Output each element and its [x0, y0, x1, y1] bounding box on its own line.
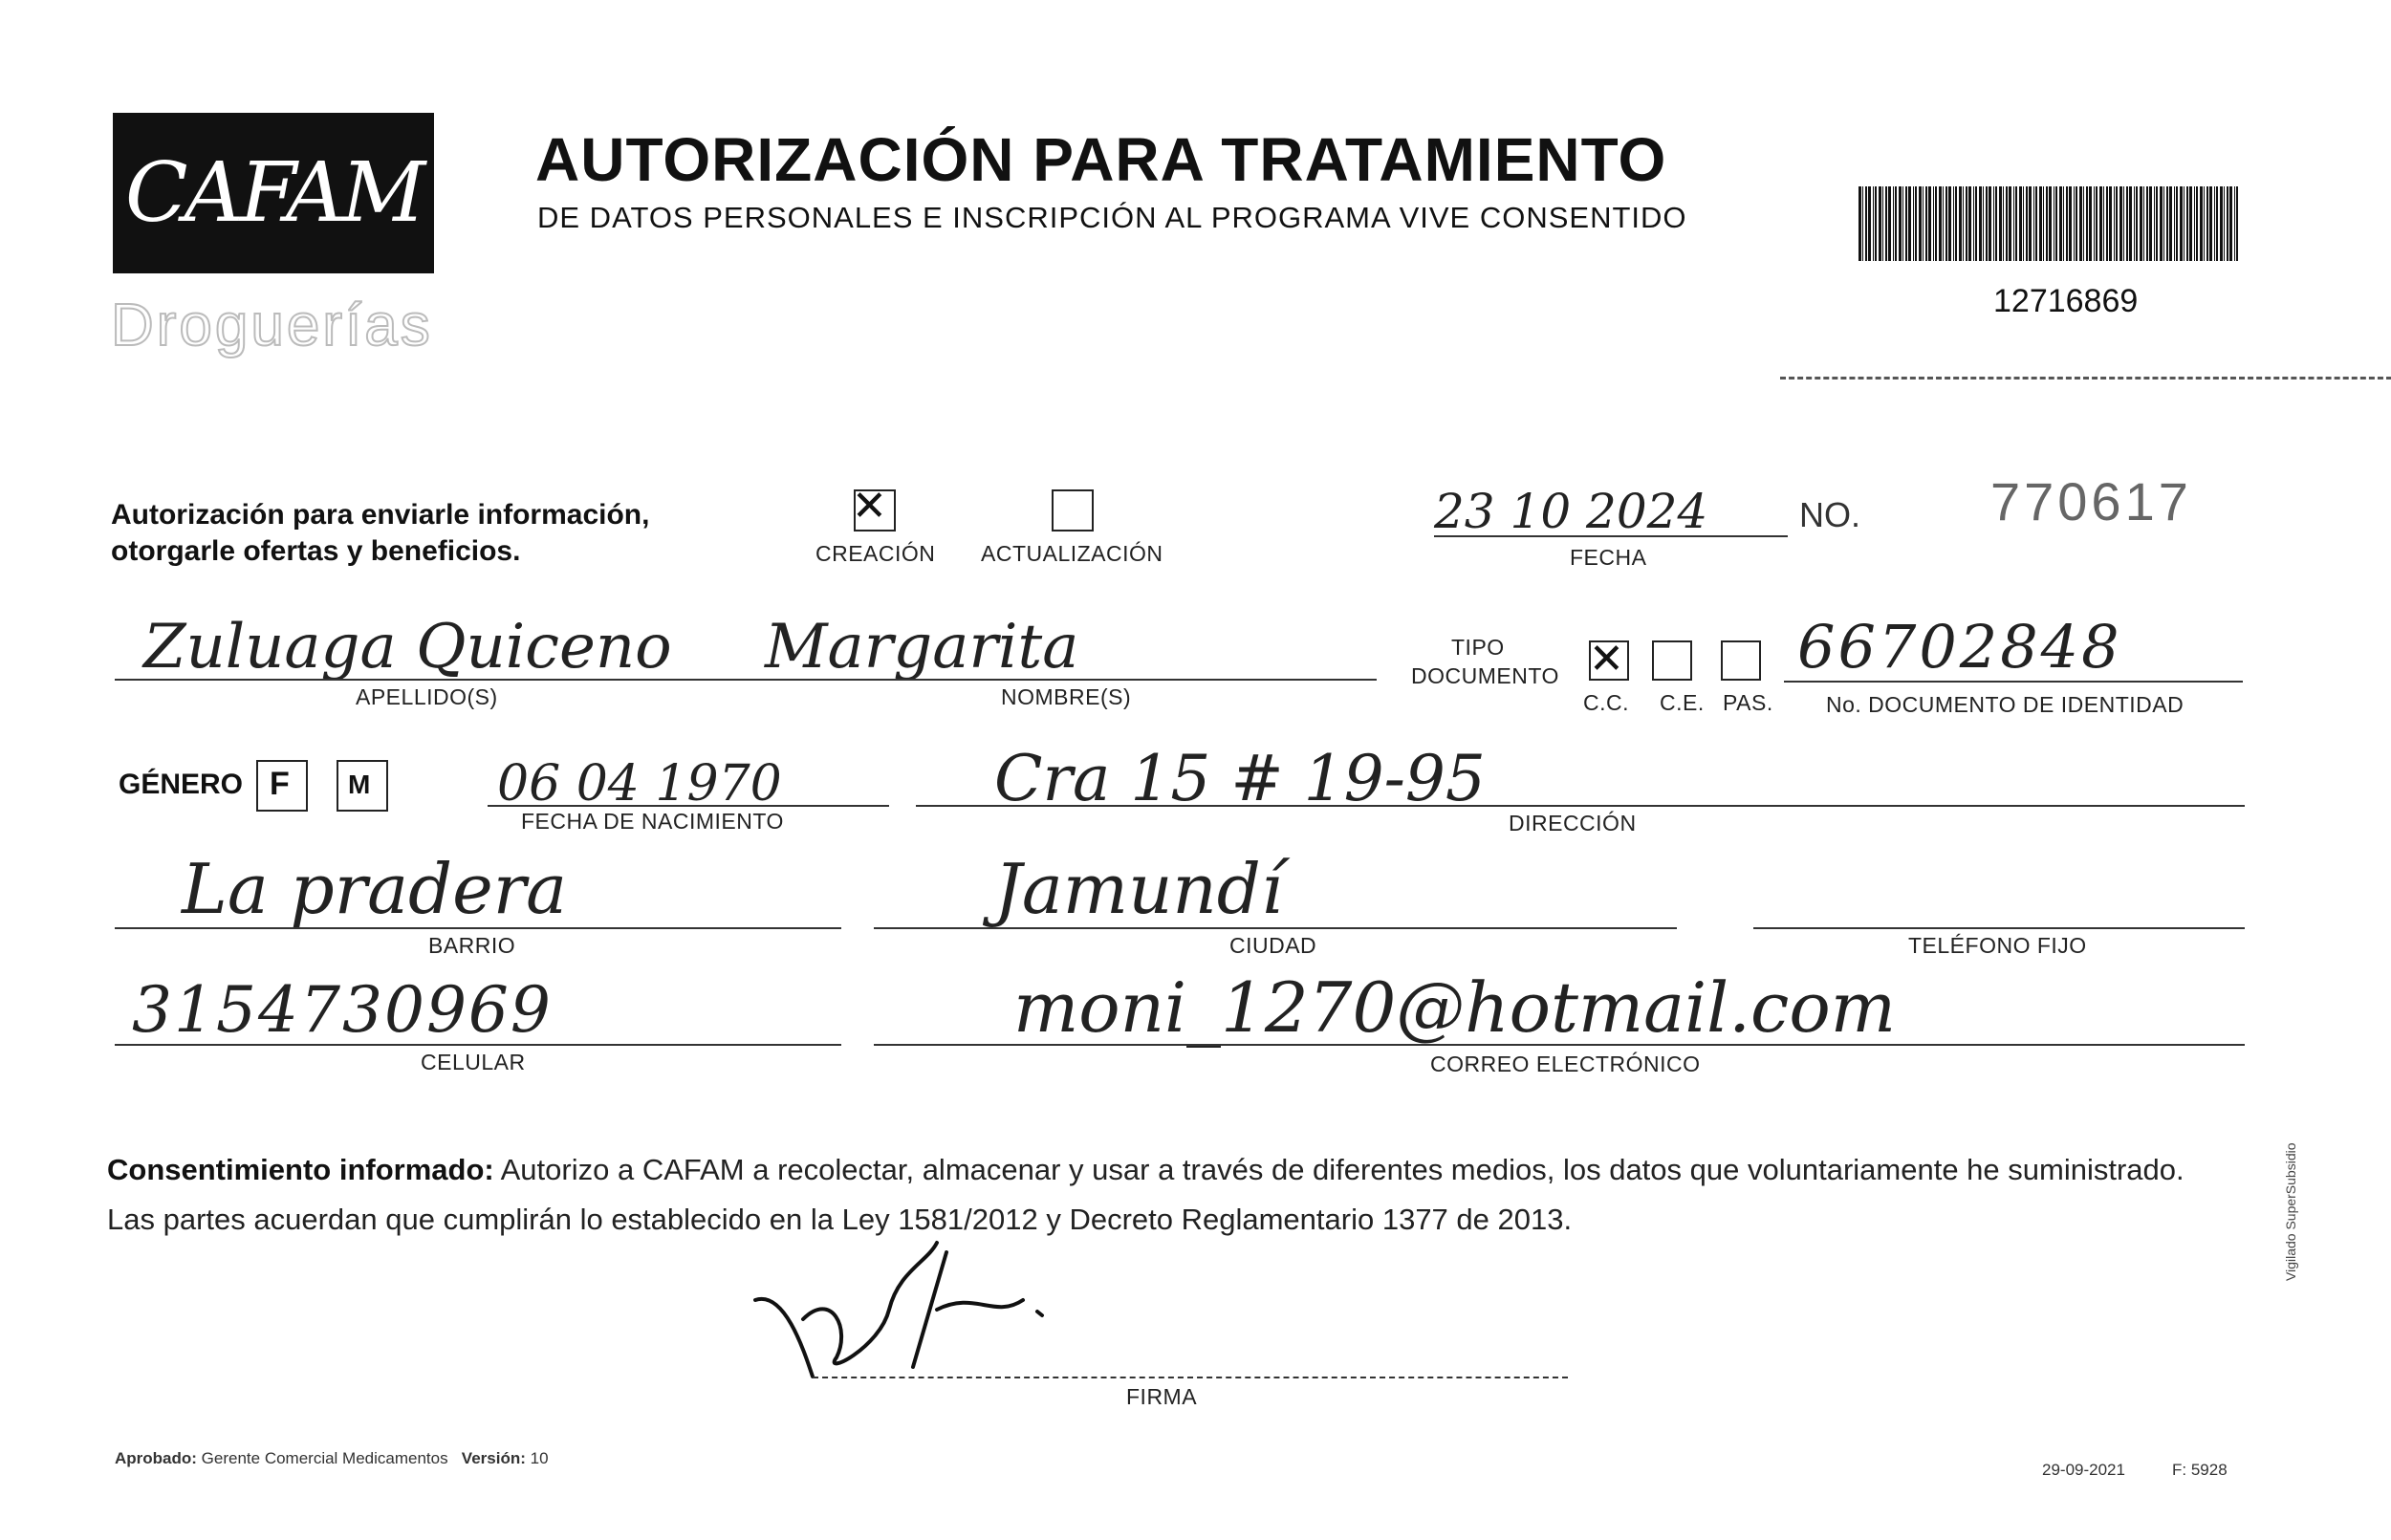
creation-label: CREACIÓN — [815, 541, 936, 566]
doc-type-pas-label: PAS. — [1723, 690, 1773, 715]
email-label: CORREO ELECTRÓNICO — [1430, 1052, 1701, 1076]
birthdate-value: 06 04 1970 — [497, 755, 782, 813]
number-prefix: NO. — [1799, 495, 1861, 534]
doc-number-line — [1784, 681, 2243, 683]
neighborhood-line — [115, 927, 841, 929]
logo-text: CAFAM — [124, 145, 423, 241]
signature-line — [813, 1377, 1568, 1378]
phone-line — [1753, 927, 2245, 929]
email-value: moni_1270@hotmail.com — [1013, 967, 1896, 1048]
creation-checkbox[interactable] — [852, 482, 896, 531]
city-value: Jamundí — [994, 849, 1283, 929]
document-title: AUTORIZACIÓN PARA TRATAMIENTO — [535, 125, 1667, 194]
barcode-number: 12716869 — [1993, 283, 2139, 319]
mobile-label: CELULAR — [421, 1050, 526, 1074]
consent-text-line2: Las partes acuerdan que cumplirán lo establecido en la Ley 1581/2012 y Decreto Reglamentario 1377 de 2013. — [107, 1203, 1573, 1236]
version-label: Versión: — [461, 1449, 526, 1467]
birthdate-line — [488, 805, 889, 807]
creation-check-mark: ✕ — [852, 482, 887, 531]
authorization-prompt-line2: otorgarle ofertas y beneficios. — [111, 535, 521, 567]
gender-f-letter: F — [270, 766, 290, 802]
address-line — [916, 805, 2245, 807]
birthdate-label: FECHA DE NACIMIENTO — [521, 809, 784, 834]
doc-type-ce-label: C.E. — [1660, 690, 1705, 715]
doc-type-label-1: TIPO — [1451, 635, 1505, 660]
gender-label: GÉNERO — [119, 769, 244, 800]
signature-drawing — [746, 1233, 1071, 1415]
doc-number-value: 66702848 — [1797, 612, 2122, 682]
logo-subtext: Droguerías — [111, 293, 433, 358]
address-value: Cra 15 # 19-95 — [994, 742, 1486, 815]
cafam-logo — [113, 113, 434, 273]
gender-f-checkbox[interactable] — [256, 760, 308, 812]
consent-heading: Consentimiento informado: — [107, 1153, 494, 1186]
consent-line1 — [107, 1145, 2249, 1195]
document-subtitle: DE DATOS PERSONALES E INSCRIPCIÓN AL PROGRAMA VIVE CONSENTIDO — [537, 201, 1687, 234]
authorization-prompt-line1: Autorización para enviarle información, — [111, 499, 650, 531]
barcode — [1858, 186, 2241, 261]
approved-label: Aprobado: — [115, 1449, 197, 1467]
surnames-value: Zuluaga Quiceno — [143, 612, 672, 683]
authorization-prompt — [111, 497, 649, 570]
signature-label: FIRMA — [1126, 1384, 1198, 1409]
doc-number-label: No. DOCUMENTO DE IDENTIDAD — [1826, 692, 2185, 717]
mobile-value: 3154730969 — [132, 973, 553, 1047]
update-checkbox[interactable] — [1052, 489, 1094, 531]
names-label: NOMBRE(S) — [1001, 684, 1132, 709]
city-label: CIUDAD — [1229, 933, 1317, 958]
doc-type-cc-checkbox[interactable] — [1589, 635, 1629, 683]
email-line — [874, 1044, 2245, 1046]
address-label: DIRECCIÓN — [1509, 811, 1637, 835]
names-line — [115, 679, 1377, 681]
neighborhood-value: La pradera — [182, 849, 568, 929]
doc-type-cc-check-mark: ✕ — [1589, 635, 1624, 683]
phone-label: TELÉFONO FIJO — [1908, 933, 2087, 958]
footer-approved — [115, 1449, 549, 1468]
consent-text-line1: Autorizo a CAFAM a recolectar, almacenar y usar a través de diferentes medios, los datos que voluntariamente he suministrado. — [500, 1153, 2185, 1186]
footer-form-code: F: 5928 — [2172, 1461, 2228, 1479]
gender-m-letter: M — [348, 770, 371, 799]
names-value: Margarita — [765, 612, 1079, 683]
doc-type-cc-label: C.C. — [1583, 690, 1629, 715]
doc-type-pas-checkbox[interactable] — [1721, 640, 1761, 681]
date-label: FECHA — [1570, 545, 1647, 570]
city-line — [874, 927, 1677, 929]
vertical-supersubsidio-text: Vigilado SuperSubsidio — [2283, 1142, 2298, 1281]
date-value: 23 10 2024 — [1434, 484, 1708, 539]
doc-type-ce-checkbox[interactable] — [1652, 640, 1692, 681]
neighborhood-label: BARRIO — [428, 933, 516, 958]
consent-block — [107, 1145, 2249, 1245]
update-label: ACTUALIZACIÓN — [981, 541, 1163, 566]
form-number: 770617 — [1990, 471, 2192, 531]
mobile-line — [115, 1044, 841, 1046]
date-line — [1434, 535, 1788, 537]
doc-type-label-2: DOCUMENTO — [1411, 663, 1559, 688]
version-value: 10 — [530, 1449, 549, 1467]
dashed-divider — [1780, 377, 2391, 380]
surnames-label: APELLIDO(S) — [356, 684, 498, 709]
approved-value: Gerente Comercial Medicamentos — [201, 1449, 448, 1467]
footer-date: 29-09-2021 — [2042, 1461, 2125, 1479]
gender-m-checkbox[interactable] — [337, 760, 388, 812]
